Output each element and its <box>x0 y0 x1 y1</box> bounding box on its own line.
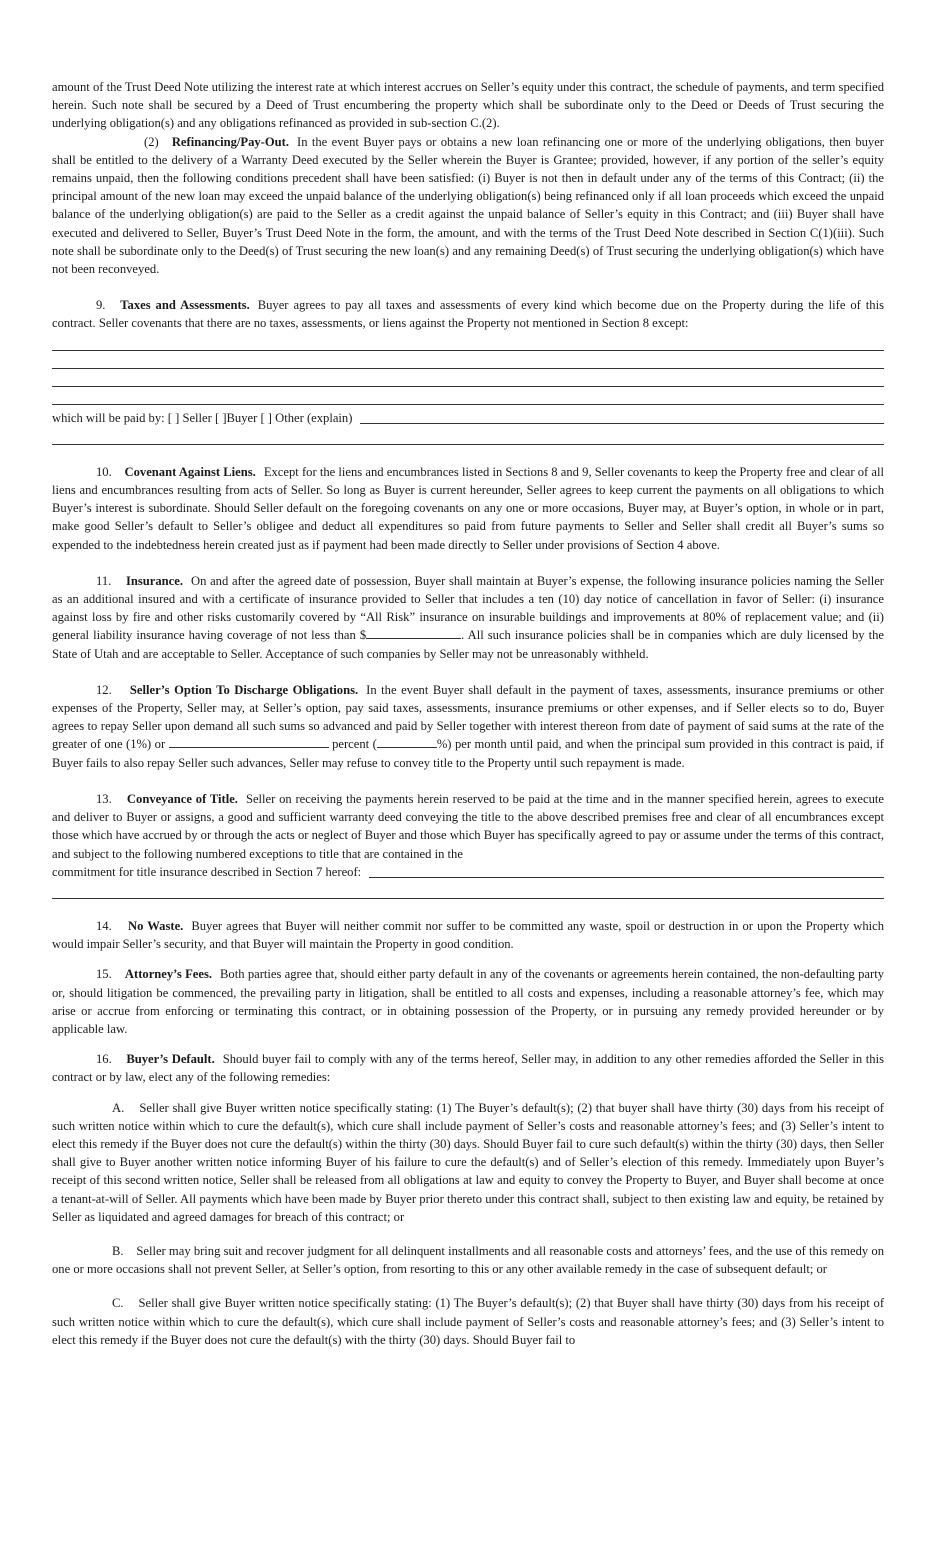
interest-rate-percent-field[interactable] <box>377 735 437 748</box>
section-9-text: Buyer agrees to pay all taxes and assessments of every kind which become due on the Property during the life of this contract. Seller covenants that there are no taxes, assessments, or liens against the Property not mentioned in Section 8 except: <box>52 298 884 331</box>
refinancing-number: (2) <box>144 134 159 149</box>
section-12-text-a: In the event Buyer shall default in the payment of taxes, assessments, insurance premiums or other expenses of the Property, Seller may, at Seller’s option, pay said taxes, assessments, insurance premiums or other expenses, and if Seller elects so to do, Buyer agrees to repay Seller upon demand all such sums so advanced and paid by Seller together with interest thereon from date of payment of said sums at the rate of the greater of one (1%) or <box>52 682 885 752</box>
paid-by-row <box>52 409 884 427</box>
section-13-heading: Conveyance of Title. <box>126 791 238 806</box>
title-exceptions-row <box>52 863 884 881</box>
section-14-heading: No Waste. <box>128 918 184 933</box>
paid-by-label: which will be paid by: [ ] Seller [ ]Buyer [ ] Other (explain) <box>52 410 353 425</box>
section-15-number: 15. <box>96 967 112 982</box>
section-12-text-b: percent ( <box>332 737 377 752</box>
interest-rate-words-field[interactable] <box>169 735 329 748</box>
contract-page <box>52 78 884 1349</box>
paid-by-explain-field[interactable] <box>360 411 884 424</box>
section-12-heading: Seller’s Option To Discharge Obligations. <box>129 682 359 697</box>
remedy-a <box>52 1099 884 1226</box>
remedy-c-text: Seller shall give Buyer written notice specifically stating: (1) The Buyer’s default(s); (2) that Buyer shall have thirty (30) days from his receipt of such written notice within which to cure the default(s), which cure shall include payment of Seller’s costs and reasonable attorney’s fees; and (3) Seller’s intent to elect this remedy if the Buyer does not cure the default(s) with the thirty (30) days. Should Buyer fail to <box>52 1296 885 1347</box>
section-11-heading: Insurance. <box>125 573 184 588</box>
refinancing-heading: Refinancing/Pay-Out. <box>171 134 290 149</box>
remedy-b-text: Seller may bring suit and recover judgment for all delinquent installments and all reasonable costs and attorneys’ fees, and the use of this remedy on one or more occasions shall not prevent Seller, at Seller’s option, from resorting to this or any other available remedy in the case of subsequent default; or <box>52 1243 884 1277</box>
section-13-tail: commitment for title insurance described in Section 7 hereof: <box>52 864 362 879</box>
remedy-c <box>52 1294 884 1349</box>
section-9 <box>52 296 884 332</box>
section-9-number: 9. <box>96 298 106 313</box>
section-11 <box>52 572 884 663</box>
remedy-b <box>52 1242 884 1278</box>
section-11-text-b: . All such insurance policies shall be in companies which are duly licensed by the State of Utah and are acceptable to Seller. Acceptance of such companies by Seller may not be unreasonably withheld. <box>52 628 884 661</box>
title-exceptions-field[interactable] <box>369 865 884 878</box>
section-16-number: 16. <box>96 1052 112 1067</box>
continuation-paragraph: amount of the Trust Deed Note utilizing the interest rate at which interest accrues on Seller’s equity under this contract, the schedule of payments, and term specified herein. Such note shall be secured by a Deed of Trust encumbering the property which shall be subordinate only to the Deed or Deeds of Trust securing the underlying obligation(s) and any obligations refinanced as provided in sub-section C.(2). <box>52 80 884 131</box>
refinancing-paragraph <box>52 133 884 279</box>
remedy-a-text: Seller shall give Buyer written notice specifically stating: (1) The Buyer’s default(s); (2) that buyer shall have thirty (30) days from his receipt of such written notice within which to cure the default(s), which cure shall include payment of Seller’s costs and reasonable attorney’s fees; and (3) Seller’s intent to elect this remedy if the Buyer does not cure the default(s) within the thirty (30) days. Should Buyer fail to cure such default(s) within the thirty (30) days, then Seller shall give to Buyer another written notice informing Buyer of his failure to cure the default(s) and of Seller’s election of this remedy. Immediately upon Buyer’s receipt of this second written notice, Seller shall be released from all obligations at law and equity to convey the Property to Buyer, and Buyer shall become at once a tenant-at-will of Seller. All payments which have been made by Buyer prior thereto under this contract shall, subject to then existing law and equity, be retained by Seller as liquidated and agreed damages for breach of this contract; or <box>52 1100 884 1224</box>
section-16-text: Should buyer fail to comply with any of the terms hereof, Seller may, in addition to any other remedies afforded the Seller in this contract or by law, elect any of the following remedies: <box>52 1052 884 1085</box>
section-15-text: Both parties agree that, should either party default in any of the covenants or agreements herein contained, the non-defaulting party or, should litigation be commenced, the prevailing party in litigation, shall be entitled to all costs and expenses, including a reasonable attorney’s fee, which may arise or accrue from enforcing or terminating this contract, or in obtaining possession of the Property, or in pursuing any remedy provided hereunder or by applicable law. <box>52 967 885 1036</box>
section-11-text-a: On and after the agreed date of possession, Buyer shall maintain at Buyer’s expense, the following insurance policies naming the Seller as an additional insured and with a certificate of insurance provided to Seller that includes a ten (10) day notice of cancellation in favor of Seller: (i) insurance against loss by fire and other risks customarily covered by “All Risk” insurance on insurable buildings and improvements at 80% of replacement value; and (ii) general liability insurance having coverage of not less than $ <box>52 573 884 643</box>
remedy-c-label: C. <box>112 1296 124 1311</box>
section-14 <box>52 917 884 953</box>
section-11-number: 11. <box>96 573 112 588</box>
section-15-heading: Attorney’s Fees. <box>124 967 213 982</box>
section-13 <box>52 790 884 863</box>
remedy-b-label: B. <box>112 1243 124 1258</box>
section-12 <box>52 681 884 772</box>
section-14-number: 14. <box>96 918 112 933</box>
tax-exception-line-4[interactable] <box>52 387 884 405</box>
refinancing-text: In the event Buyer pays or obtains a new loan refinancing one or more of the underlying obligations, then buyer shall be entitled to the delivery of a Warranty Deed executed by the Seller wherein the Buyer is Grantee; provided, however, if any portion of the seller’s equity remains unpaid, then the following conditions precedent shall have been satisfied: (i) Buyer is not then in default under any of the terms of this Contract; (ii) the principal amount of the new loan may exceed the unpaid balance of the underlying obligation(s) being refinanced only if all loan proceeds which exceed the unpaid balance of the underlying obligation(s) are paid to the Seller as a credit against the unpaid balance of Seller’s equity in this Contract; and (iii) Buyer shall have executed and delivered to Seller, Buyer’s Trust Deed Note in the form, the amount, and with the terms of the Trust Deed Note described in Section C(1)(iii). Such note shall be subordinate only to the Deed(s) of Trust securing the new loan(s) and any remaining Deed(s) of Trust securing the underlying obligation(s) which have not been reconveyed. <box>52 134 885 277</box>
section-10-number: 10. <box>96 464 112 479</box>
section-12-text-c: %) per month until paid, and when the principal sum provided in this contract is paid, if Buyer fails to also repay Seller such advances, Seller may refuse to convey title to the Property until such repayment is made. <box>52 737 884 770</box>
remedy-a-label: A. <box>112 1100 125 1115</box>
liability-amount-field[interactable] <box>366 626 461 639</box>
section-13-number: 13. <box>96 791 112 806</box>
section-10-heading: Covenant Against Liens. <box>124 464 256 479</box>
section-15 <box>52 965 884 1038</box>
section-10 <box>52 463 884 554</box>
section-10-text: Except for the liens and encumbrances listed in Sections 8 and 9, Seller covenants to keep the Property free and clear of all liens and encumbrances resulting from acts of Seller. So long as Buyer is current hereunder, Seller agrees to keep current the payments on all obligations to which Buyer’s interest is subordinate. Should Seller default on the foregoing covenants on any one or more occasions, Buyer may, at Buyer’s option, in whole or in part, make good Seller’s default to Seller’s obligee and deduct all expenditures so paid from future payments to Seller and Seller shall credit all Buyer’s sums so expended to the indebtedness herein created just as if payment had been made directly to Seller under provisions of Section 4 above. <box>52 464 885 552</box>
section-13-text: Seller on receiving the payments herein reserved to be paid at the time and in the manner specified herein, agrees to execute and deliver to Buyer or assigns, a good and sufficient warranty deed conveying the title to the above described premises free and clear of all encumbrances except those which have accrued by or through the acts or neglect of Buyer and those which Buyer has specifically agreed to pay or assume under the terms of this contract, and subject to the following numbered exceptions to title that are contained in the <box>52 791 884 861</box>
tax-exception-line-3[interactable] <box>52 369 884 387</box>
title-exceptions-line-2[interactable] <box>52 881 884 899</box>
tax-exception-line-1[interactable] <box>52 333 884 351</box>
section-14-text: Buyer agrees that Buyer will neither commit nor suffer to be committed any waste, spoil or destruction in or upon the Property which would impair Seller’s security, and that Buyer will maintain the Property in good condition. <box>52 918 885 952</box>
paid-by-line-2[interactable] <box>52 427 884 445</box>
section-16-heading: Buyer’s Default. <box>126 1052 215 1067</box>
section-12-number: 12. <box>96 682 112 697</box>
tax-exception-line-2[interactable] <box>52 351 884 369</box>
section-16 <box>52 1050 884 1086</box>
section-9-heading: Taxes and Assessments. <box>120 298 250 313</box>
